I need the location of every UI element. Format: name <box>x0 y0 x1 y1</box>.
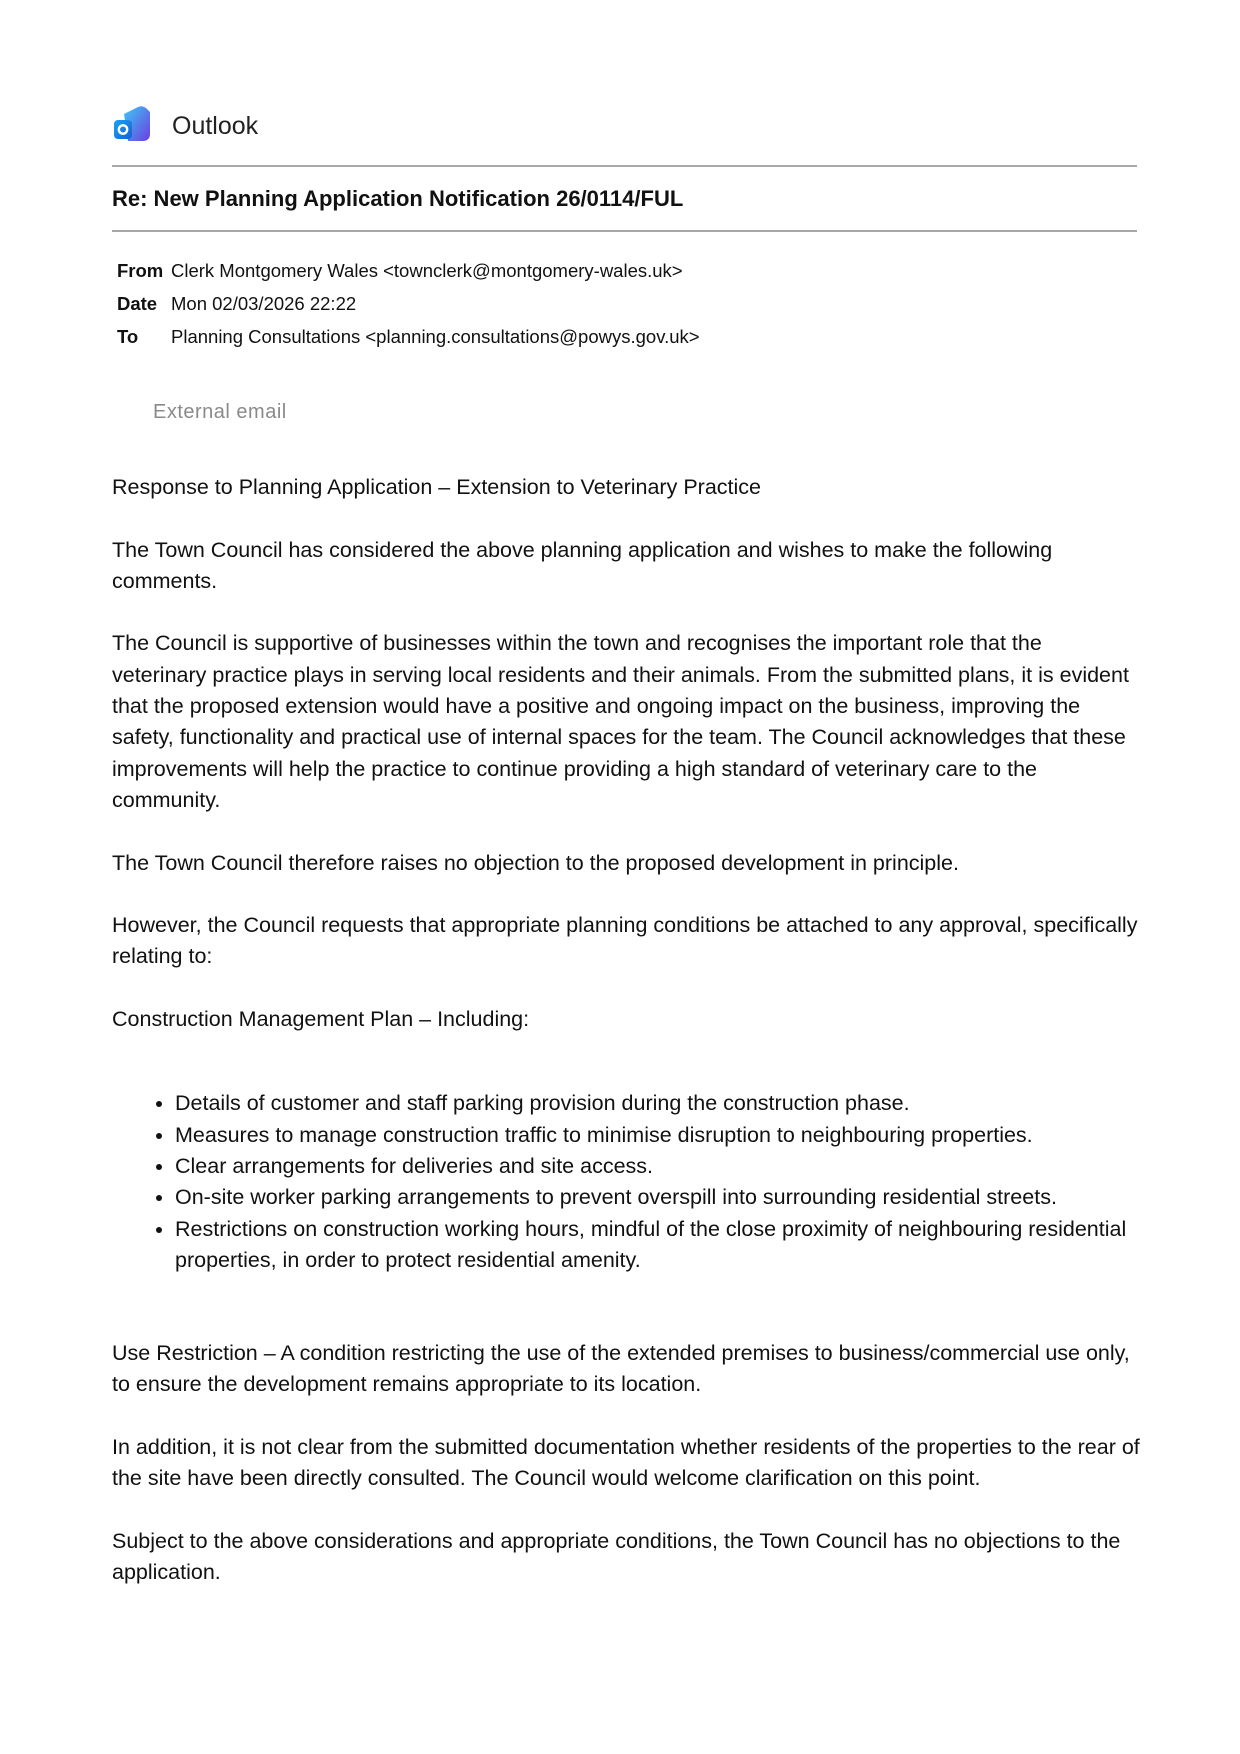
outlook-logo-icon <box>112 104 152 149</box>
body-paragraph: Use Restriction – A condition restricting the use of the extended premises to business/commercial use only, to ensure the development remains appropriate to its location. <box>112 1341 1130 1397</box>
list-item: • Clear arrangements for deliveries and site access. <box>175 1151 1142 1182</box>
to-value[interactable]: Planning Consultations <planning.consultations@powys.gov.uk> <box>171 326 700 347</box>
list-item: • Measures to manage construction traffic to minimise disruption to neighbouring properties. <box>175 1120 1142 1151</box>
app-name: Outlook <box>172 112 259 140</box>
email-headers <box>117 254 700 353</box>
divider <box>112 165 1137 167</box>
list-item: • Details of customer and staff parking provision during the construction phase. <box>175 1088 1142 1119</box>
email-body <box>112 472 1142 1620</box>
from-label: From <box>117 260 164 281</box>
divider <box>112 230 1137 232</box>
date-row <box>117 287 700 320</box>
body-paragraph: The Town Council therefore raises no objection to the proposed development in principle. <box>112 850 959 875</box>
app-header <box>112 104 258 149</box>
list-item: • On-site worker parking arrangements to prevent overspill into surrounding residential streets. <box>175 1182 1142 1213</box>
email-subject: Re: New Planning Application Notification 26/0114/FUL <box>112 186 684 211</box>
list-item: • Restrictions on construction working hours, mindful of the close proximity of neighbouring residential properties, in order to protect residential amenity. <box>175 1214 1142 1277</box>
body-paragraph: Construction Management Plan – Including: <box>112 1007 530 1032</box>
conditions-list <box>112 1088 1142 1276</box>
body-paragraph: The Town Council has considered the above planning application and wishes to make the following comments. <box>112 537 1053 593</box>
body-heading: Response to Planning Application – Extension to Veterinary Practice <box>112 475 761 499</box>
body-paragraph: Subject to the above considerations and appropriate conditions, the Town Council has no objections to the application. <box>112 1528 1121 1585</box>
date-value: Mon 02/03/2026 22:22 <box>171 293 357 314</box>
date-label: Date <box>117 293 158 314</box>
body-paragraph: The Council is supportive of businesses within the town and recognises the important role that the veterinary practice plays in serving local residents and their animals. From the submitted plans, it is evident that the proposed extension would have a positive and ongoing impact on the business, improving the safety, functionality and practical use of internal spaces for the team. The Council acknowledges that these improvements will help the practice to continue providing a high standard of veterinary care to the community. <box>112 631 1129 812</box>
body-paragraph: However, the Council requests that appropriate planning conditions be attached to any approval, specifically relating to: <box>112 913 1138 969</box>
body-paragraph: In addition, it is not clear from the submitted documentation whether residents of the properties to the rear of the site have been directly consulted. The Council would welcome clarification on this point. <box>112 1435 1140 1491</box>
to-label: To <box>117 326 139 347</box>
from-row <box>117 254 700 287</box>
from-value[interactable]: Clerk Montgomery Wales <townclerk@montgomery-wales.uk> <box>171 260 683 281</box>
external-email-tag: External email <box>153 401 287 423</box>
to-row <box>117 320 700 353</box>
